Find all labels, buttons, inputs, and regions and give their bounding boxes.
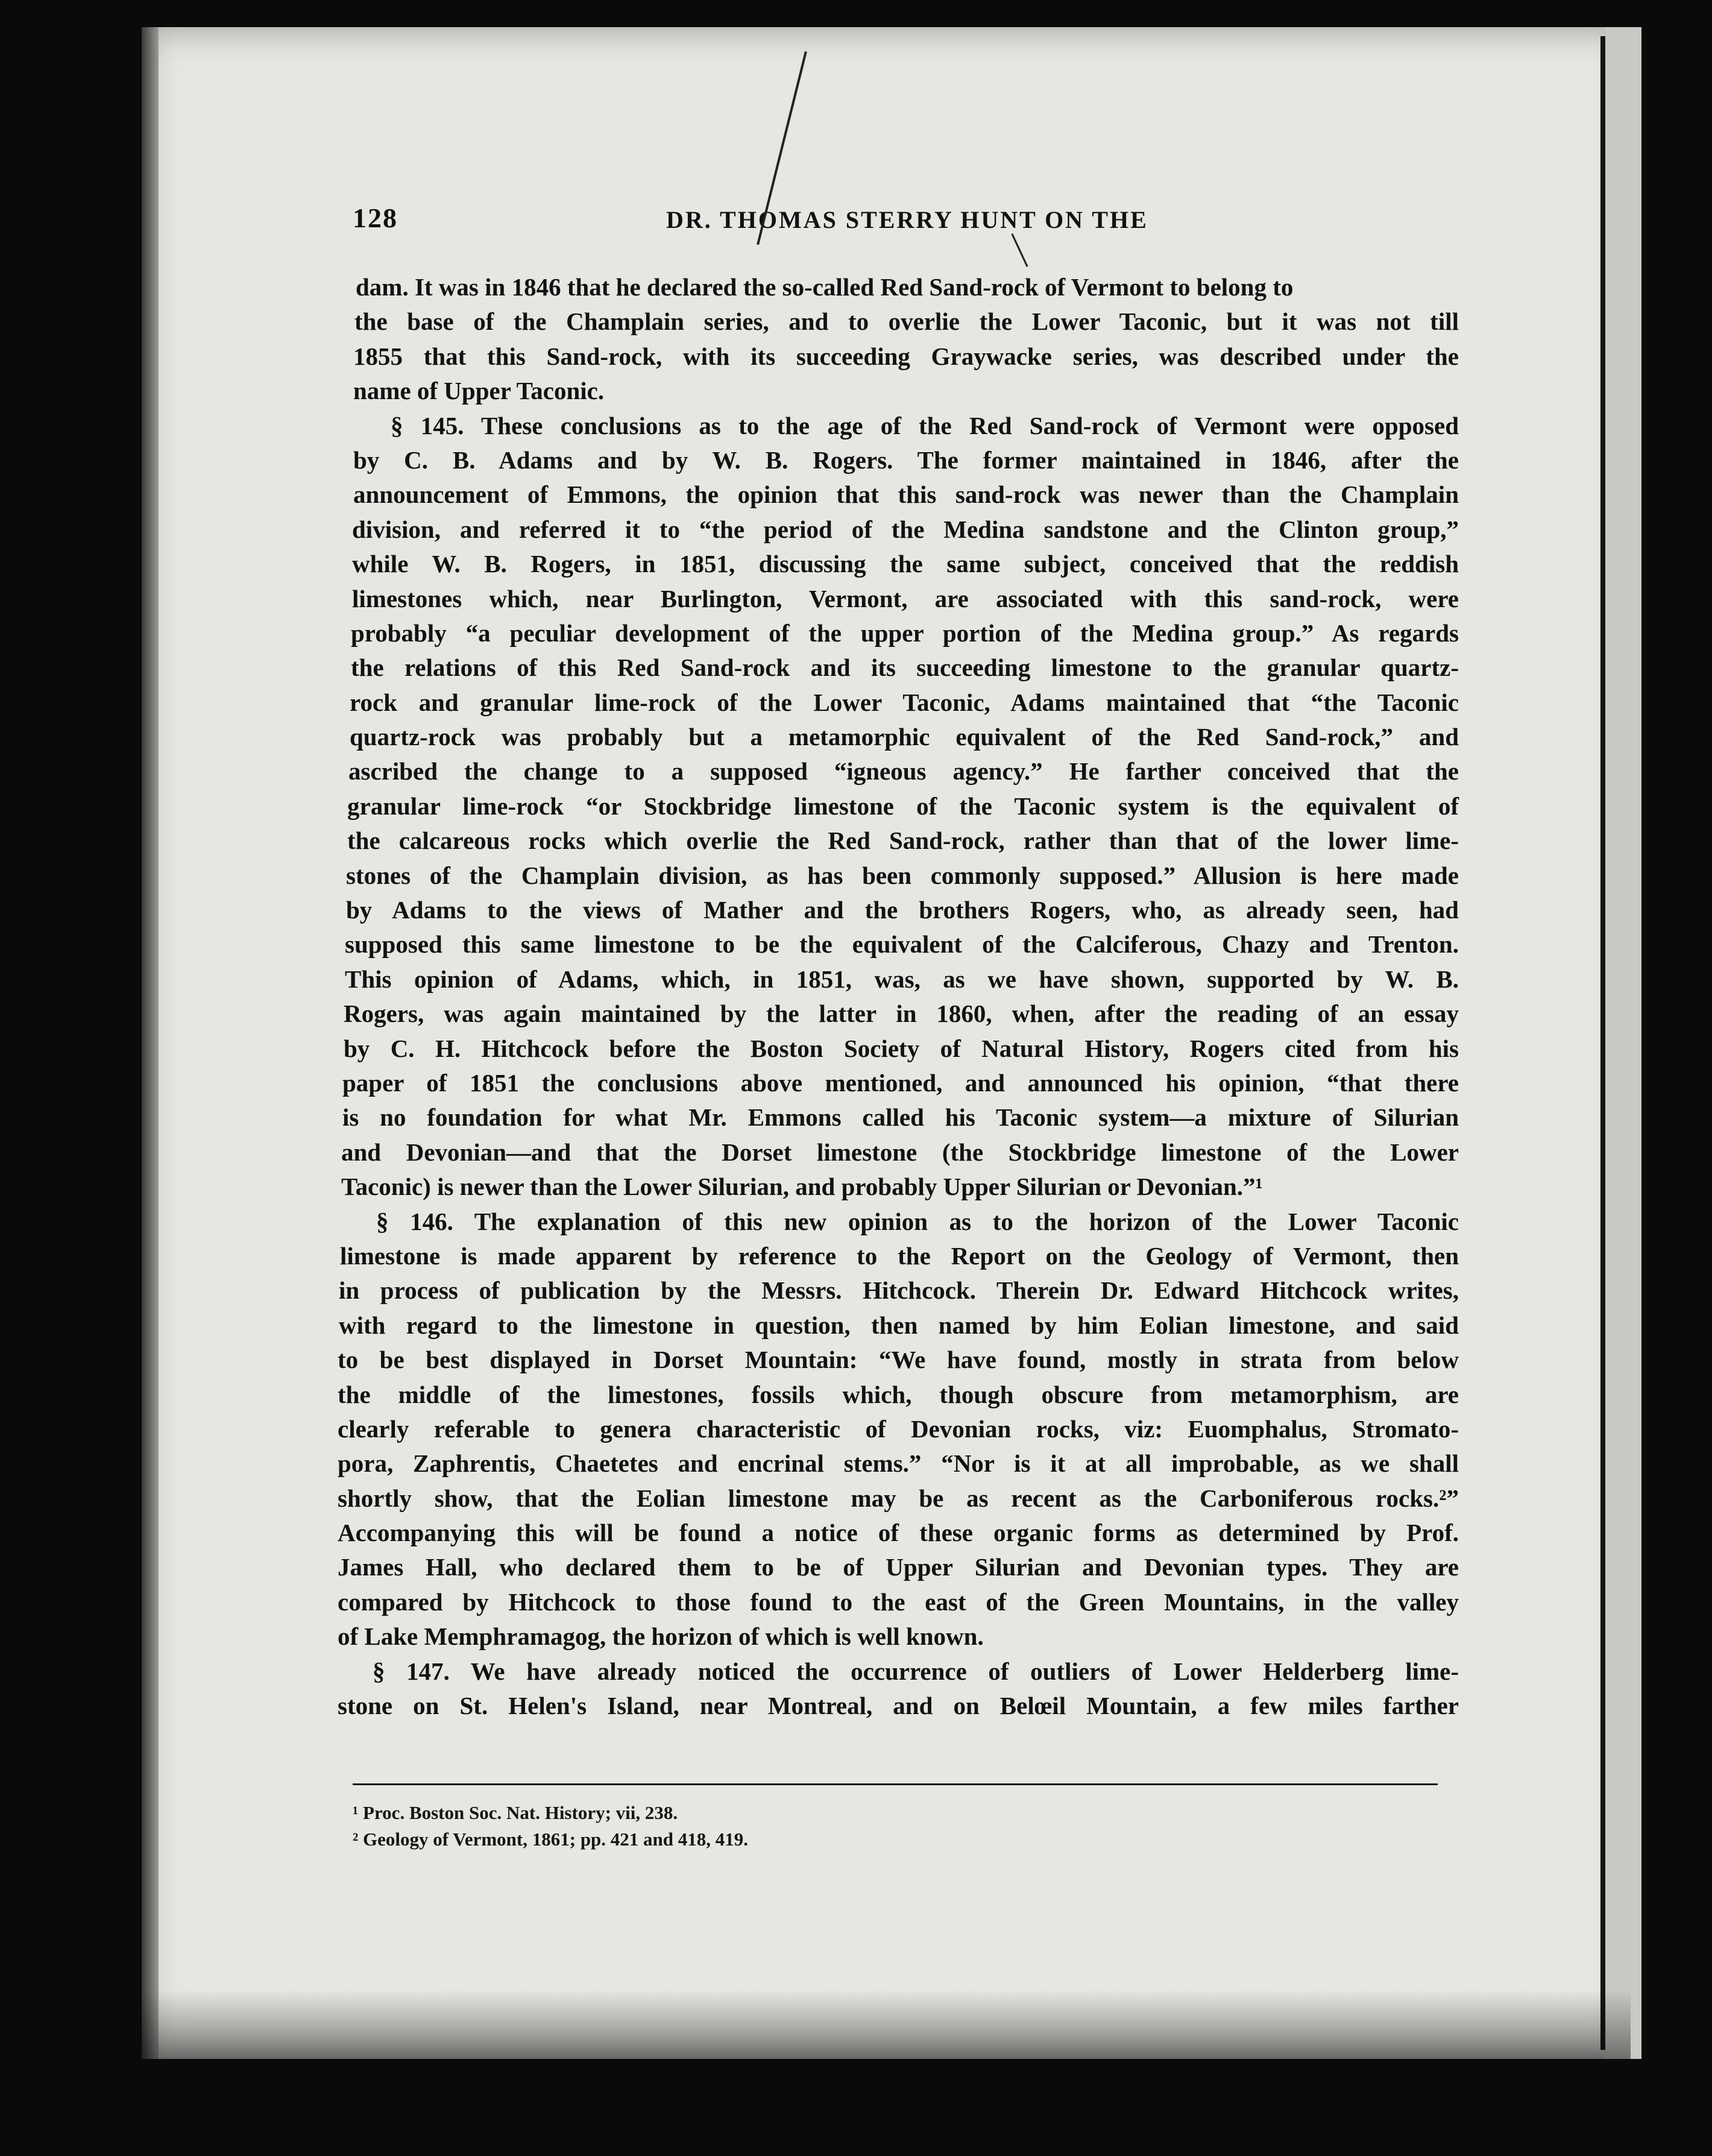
body-line: limestones which, near Burlington, Vermont, are associated with this sand-rock, were bbox=[352, 584, 1459, 613]
body-line: 1855 that this Sand-rock, with its succeeding Graywacke series, was described under the bbox=[353, 342, 1459, 370]
body-line: in process of publication by the Messrs. Hitchcock. Therein Dr. Edward Hitchcock writes, bbox=[339, 1276, 1459, 1305]
page-header bbox=[353, 202, 1510, 244]
body-line: the relations of this Red Sand-rock and its succeeding limestone to the granular quartz- bbox=[351, 654, 1459, 682]
body-line: supposed this same limestone to be the equivalent of the Calciferous, Chazy and Trenton. bbox=[345, 930, 1459, 959]
body-line: clearly referable to genera characteristic of Devonian rocks, viz: Euomphalus, Stromato- bbox=[338, 1414, 1459, 1443]
body-line: limestone is made apparent by reference to the Report on the Geology of Vermont, then bbox=[340, 1241, 1459, 1270]
body-line: by C. H. Hitchcock before the Boston Society of Natural History, Rogers cited from his bbox=[344, 1034, 1459, 1062]
body-line: announcement of Emmons, the opinion that this sand-rock was newer than the Champlain bbox=[353, 481, 1459, 509]
body-line: granular lime-rock “or Stockbridge limestone of the Taconic system is the equivalent of bbox=[347, 792, 1459, 820]
body-line: stone on St. Helen's Island, near Montreal, and on Belœil Mountain, a few miles farther bbox=[338, 1692, 1459, 1720]
body-line: is no foundation for what Mr. Emmons called his Taconic system—a mixture of Silurian bbox=[342, 1103, 1459, 1132]
paper-left-edge bbox=[142, 27, 159, 2059]
body-line: dam. It was in 1846 that he declared the so-called Red Sand-rock of Vermont to belong to bbox=[356, 273, 1294, 301]
body-line: James Hall, who declared them to be of Upper Silurian and Devonian types. They are bbox=[338, 1553, 1459, 1581]
body-line: the base of the Champlain series, and to overlie the Lower Taconic, but it was not till bbox=[354, 307, 1459, 336]
body-line: Accompanying this will be found a notice of these organic forms as determined by Prof. bbox=[338, 1519, 1459, 1547]
body-line: compared by Hitchcock to those found to the east of the Green Mountains, in the valley bbox=[338, 1587, 1459, 1616]
body-line: Rogers, was again maintained by the latter in 1860, when, after the reading of an essay bbox=[344, 1000, 1459, 1028]
body-line: division, and referred it to “the period of the Medina sandstone and the Clinton group,” bbox=[352, 515, 1459, 543]
body-line: § 145. These conclusions as to the age of the Red Sand-rock of Vermont were opposed bbox=[391, 411, 1459, 440]
page-number: 128 bbox=[353, 203, 398, 233]
body-line: paper of 1851 the conclusions above mentioned, and announced his opinion, “that there bbox=[342, 1068, 1459, 1097]
body-line: and Devonian—and that the Dorset limestone (the Stockbridge limestone of the Lower bbox=[341, 1138, 1459, 1166]
body-line: shortly show, that the Eolian limestone may be as recent as the Carboniferous rocks.²” bbox=[338, 1484, 1459, 1512]
body-line: This opinion of Adams, which, in 1851, was, as we have shown, supported by W. B. bbox=[345, 965, 1459, 993]
binding-line bbox=[1600, 36, 1605, 2050]
footnote-1: ¹ Proc. Boston Soc. Nat. History; vii, 238. bbox=[353, 1802, 678, 1823]
body-line: by C. B. Adams and by W. B. Rogers. The former maintained in 1846, after the bbox=[353, 446, 1459, 474]
body-line: § 147. We have already noticed the occurrence of outliers of Lower Helderberg lime- bbox=[373, 1657, 1459, 1685]
body-line: Taconic) is newer than the Lower Silurian, and probably Upper Silurian or Devonian.”¹ bbox=[341, 1173, 1263, 1201]
body-line: § 146. The explanation of this new opinion as to the horizon of the Lower Taconic bbox=[376, 1207, 1459, 1235]
body-line: the calcareous rocks which overlie the Red Sand-rock, rather than that of the lower lime- bbox=[347, 827, 1459, 855]
body-line: stones of the Champlain division, as has been commonly supposed.” Allusion is here made bbox=[346, 861, 1459, 889]
footnote-rule bbox=[353, 1783, 1438, 1785]
footnote-2: ² Geology of Vermont, 1861; pp. 421 and 418, 419. bbox=[353, 1829, 749, 1850]
running-head: DR. THOMAS STERRY HUNT ON THE bbox=[666, 206, 1148, 233]
body-line: with regard to the limestone in question, then named by him Eolian limestone, and said bbox=[339, 1311, 1459, 1339]
body-line: of Lake Memphramagog, the horizon of which is well known. bbox=[338, 1622, 984, 1651]
footnotes bbox=[353, 1800, 1317, 1853]
body-line: quartz-rock was probably but a metamorphic equivalent of the Red Sand-rock,” and bbox=[350, 723, 1459, 751]
body-line: name of Upper Taconic. bbox=[353, 377, 605, 405]
bottom-shadow bbox=[142, 1990, 1631, 2059]
body-line: probably “a peculiar development of the upper portion of the Medina group.” As regards bbox=[351, 619, 1459, 647]
body-text bbox=[338, 270, 1459, 1723]
body-line: while W. B. Rogers, in 1851, discussing the same subject, conceived that the reddish bbox=[352, 550, 1459, 578]
body-line: by Adams to the views of Mather and the brothers Rogers, who, as already seen, had bbox=[346, 896, 1459, 924]
body-line: pora, Zaphrentis, Chaetetes and encrinal stems.” “Nor is it at all improbable, as we shall bbox=[338, 1449, 1459, 1478]
body-line: to be best displayed in Dorset Mountain: “We have found, mostly in strata from below bbox=[338, 1346, 1459, 1374]
facing-page-strip bbox=[1605, 27, 1641, 2059]
body-line: the middle of the limestones, fossils which, though obscure from metamorphism, are bbox=[338, 1380, 1459, 1408]
body-line: rock and granular lime-rock of the Lower Taconic, Adams maintained that “the Taconic bbox=[350, 688, 1459, 716]
body-line: ascribed the change to a supposed “igneous agency.” He farther conceived that the bbox=[348, 757, 1459, 786]
